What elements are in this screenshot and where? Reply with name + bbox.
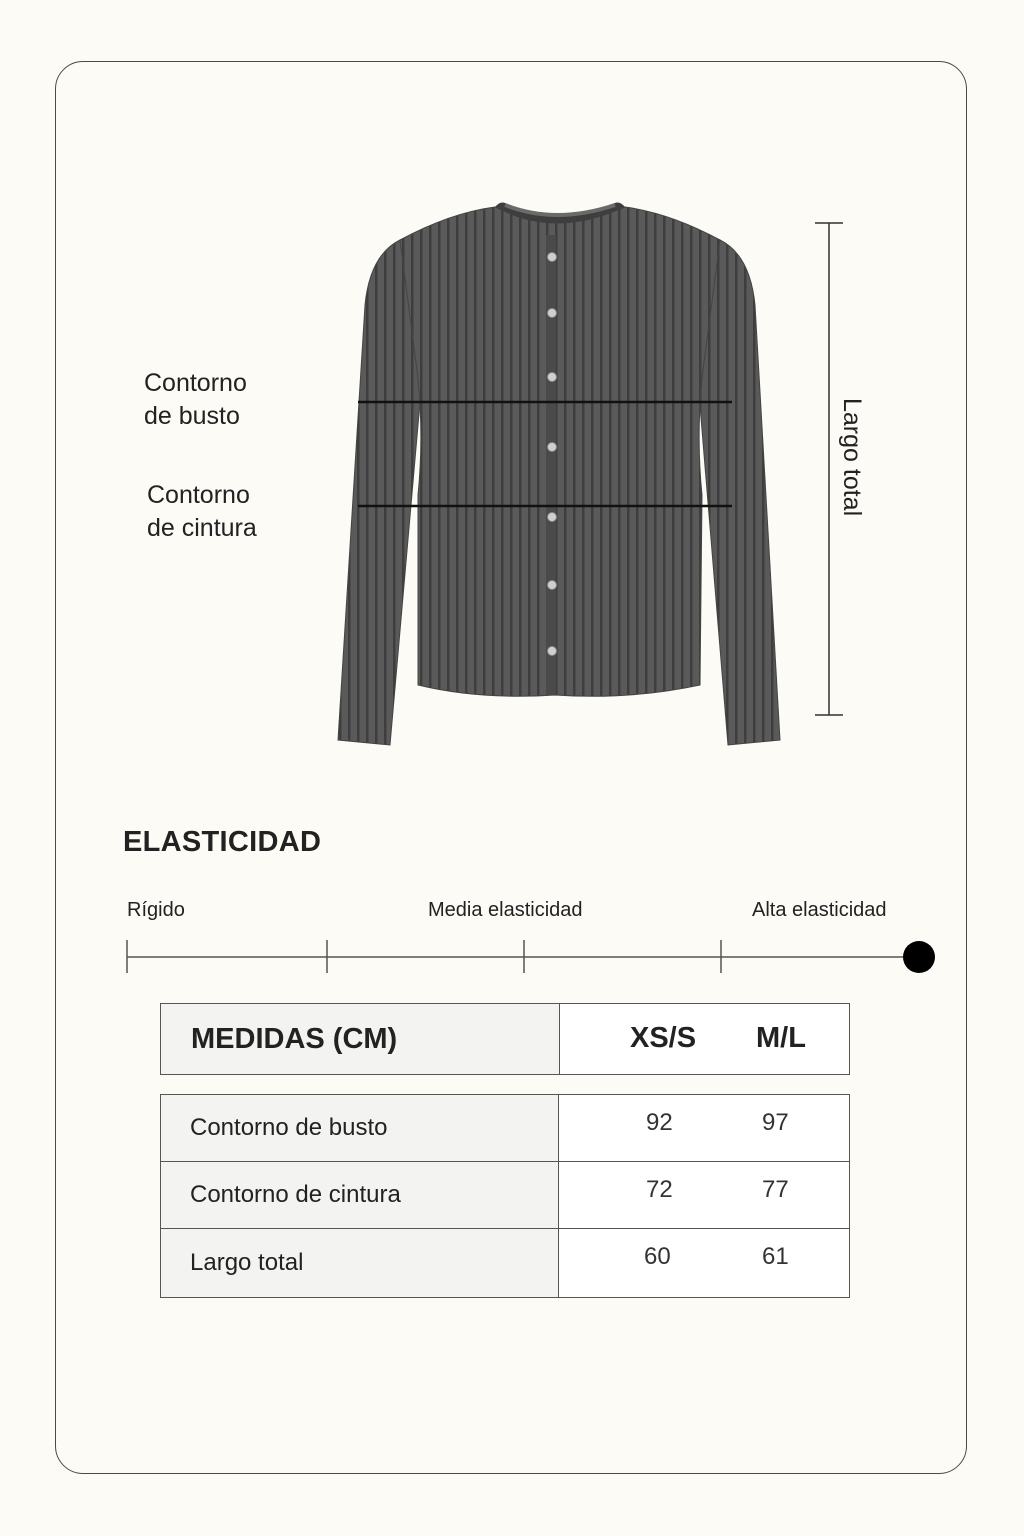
row-values (559, 1229, 850, 1298)
table-row (161, 1095, 850, 1162)
cardigan-illustration (330, 195, 790, 755)
elasticity-marker (903, 941, 935, 973)
measurements-header (160, 1003, 850, 1075)
value-xs-s: 92 (646, 1109, 673, 1136)
row-label: Largo total (161, 1229, 559, 1298)
size-m-l: M/L (756, 1022, 806, 1054)
value-m-l: 77 (762, 1176, 789, 1203)
table-row (161, 1162, 850, 1229)
value-xs-s: 72 (646, 1176, 673, 1203)
elasticity-label-medium: Media elasticidad (428, 899, 583, 921)
row-label: Contorno de busto (161, 1095, 559, 1162)
size-xs-s: XS/S (630, 1022, 697, 1054)
row-label: Contorno de cintura (161, 1162, 559, 1229)
bust-label: Contorno de busto (144, 369, 247, 430)
elasticity-label-rigid: Rígido (127, 899, 185, 921)
measurements-table (160, 1094, 850, 1298)
table-row (161, 1229, 850, 1298)
length-label: Largo total (838, 398, 866, 517)
size-header-cell (560, 1004, 850, 1075)
elasticity-title: ELASTICIDAD (123, 826, 322, 858)
measurements-title: MEDIDAS (CM) (161, 1004, 560, 1075)
elasticity-scale (120, 935, 950, 980)
value-m-l: 61 (762, 1243, 789, 1270)
row-values (559, 1162, 850, 1229)
value-xs-s: 60 (644, 1243, 671, 1270)
waist-label: Contorno de cintura (147, 481, 257, 542)
value-m-l: 97 (762, 1109, 789, 1136)
elasticity-label-high: Alta elasticidad (752, 899, 887, 921)
row-values (559, 1095, 850, 1162)
